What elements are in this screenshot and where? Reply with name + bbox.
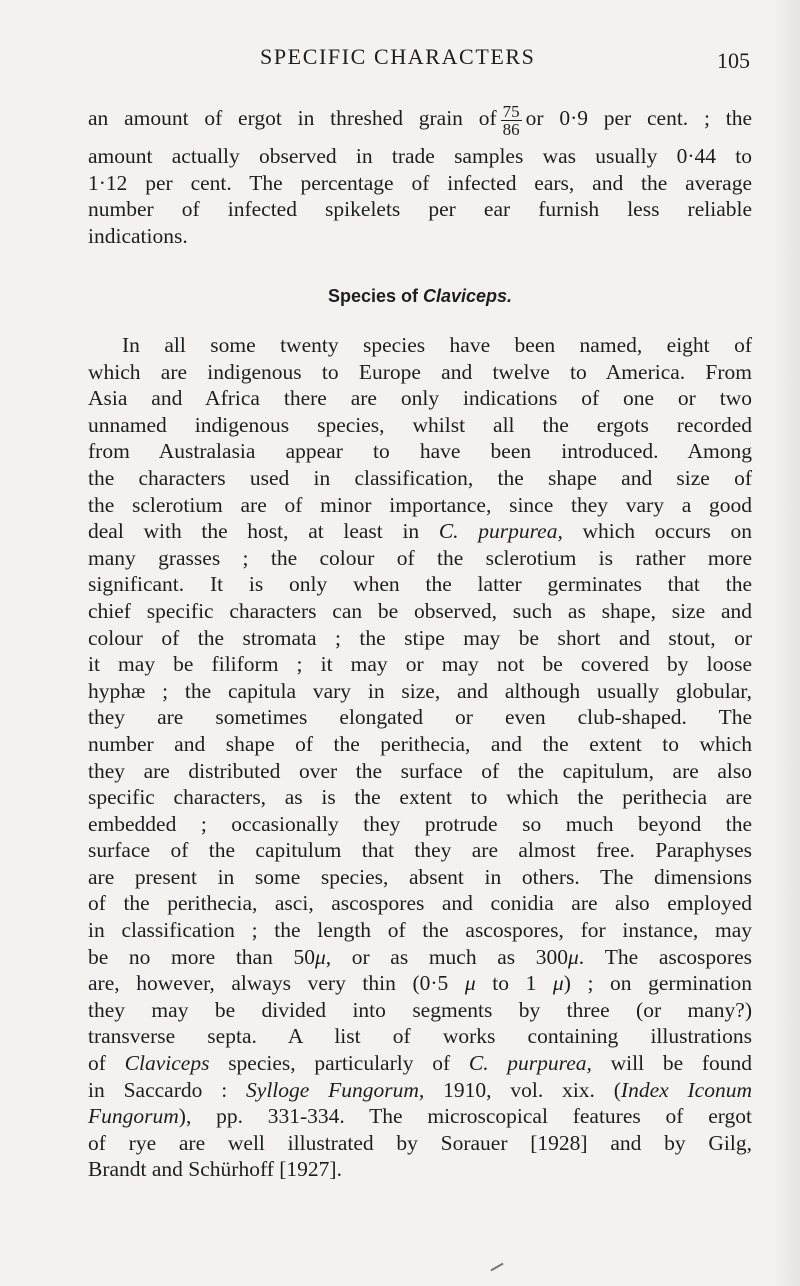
main-line: from Australasia appear to have been introduced. Among (88, 439, 752, 464)
main-line: the characters used in classification, the shape and size of (88, 465, 752, 490)
print-mark (490, 1263, 503, 1272)
intro-paragraph (88, 93, 752, 249)
main-line: chief specific characters can be observed, such as shape, size and (88, 598, 752, 623)
main-paragraph-block (88, 332, 752, 1183)
main-line-saccardo: in Saccardo : Sylloge Fungorum, 1910, vol. xix. (Index Iconum (88, 1077, 752, 1102)
running-title: SPECIFIC CHARACTERS (260, 44, 536, 69)
micron-symbol: μ (552, 971, 564, 996)
intro-line: amount actually observed in trade samples was usually 0·44 to (88, 144, 752, 168)
intro-line: indications. (88, 223, 188, 248)
main-line: number and shape of the perithecia, and the extent to which (88, 731, 752, 756)
main-line-ascospore-width: are, however, always very thin (0·5 μ to 1 μ) ; on germination (88, 971, 753, 996)
micron-symbol: μ (464, 971, 476, 996)
main-line: they are distributed over the surface of the capitulum, are also (88, 758, 752, 783)
intro-line: number of infected spikelets per ear furnish less reliable (88, 197, 752, 222)
main-line: in classification ; the length of the ascospores, for instance, may (88, 918, 752, 943)
main-line: significant. It is only when the latter germinates that the (88, 572, 752, 597)
main-line: colour of the stromata ; the stipe may be short and stout, or (88, 625, 752, 650)
running-head (90, 40, 752, 76)
main-line: the sclerotium are of minor importance, since they vary a good (88, 492, 752, 517)
section-heading-genus: Claviceps. (423, 286, 513, 306)
main-line: many grasses ; the colour of the sclerotium is rather more (88, 545, 752, 570)
main-paragraph (88, 332, 752, 1183)
main-line: specific characters, as is the extent to which the perithecia are (88, 785, 752, 810)
main-line: surface of the capitulum that they are almost free. Paraphyses (88, 838, 752, 863)
section-heading: Species of Claviceps. (327, 286, 513, 306)
intro-paragraph-block (88, 93, 752, 249)
page-number: 105 (717, 48, 750, 73)
intro-line-1: an amount of ergot in threshed grain of $\frac{75}{86}$ or 0·9 per cent. ; the (88, 101, 752, 139)
main-line: transverse septa. A list of works containing illustrations (88, 1024, 752, 1049)
micron-symbol: μ (314, 944, 326, 969)
main-line: Asia and Africa there are only indications of one or two (88, 386, 752, 411)
main-line: it may be filiform ; it may or may not be covered by loose (88, 652, 752, 677)
main-line: Brandt and Schürhoff [1927]. (88, 1157, 342, 1182)
main-line-species: deal with the host, at least in C. purpurea, which occurs on (88, 519, 753, 544)
fraction-denominator: 86 (502, 119, 520, 139)
main-line-ascospore-length: be no more than 50μ, or as much as 300μ. The ascospores (88, 944, 752, 969)
main-line-fungorum: Fungorum), pp. 331-334. The microscopical features of ergot (88, 1104, 752, 1129)
main-line: unnamed indigenous species, whilst all the ergots recorded (88, 412, 752, 437)
main-line: of rye are well illustrated by Sorauer [1928] and by Gilg, (88, 1130, 752, 1155)
main-line: of the perithecia, asci, ascospores and conidia are also employed (88, 891, 752, 916)
fraction (501, 103, 522, 138)
main-line: In all some twenty species have been named, eight of (122, 333, 752, 357)
intro-line: 1·12 per cent. The percentage of infected ears, and the average (88, 170, 752, 195)
page-edge-shadow (772, 0, 800, 1286)
main-line: are present in some species, absent in others. The dimensions (88, 864, 752, 889)
main-line: they may be divided into segments by three (or many?) (88, 997, 752, 1022)
micron-symbol: μ (568, 944, 579, 969)
main-line: hyphæ ; the capitula vary in size, and although usually globular, (88, 678, 752, 703)
fraction-numerator: 75 (502, 101, 520, 121)
main-line: which are indigenous to Europe and twelve to America. From (88, 359, 752, 384)
main-line: they are sometimes elongated or even club-shaped. The (88, 705, 752, 730)
main-line-illustrations: of Claviceps species, particularly of C. purpurea, will be found (88, 1051, 753, 1076)
main-line: embedded ; occasionally they protrude so much beyond the (88, 811, 752, 836)
